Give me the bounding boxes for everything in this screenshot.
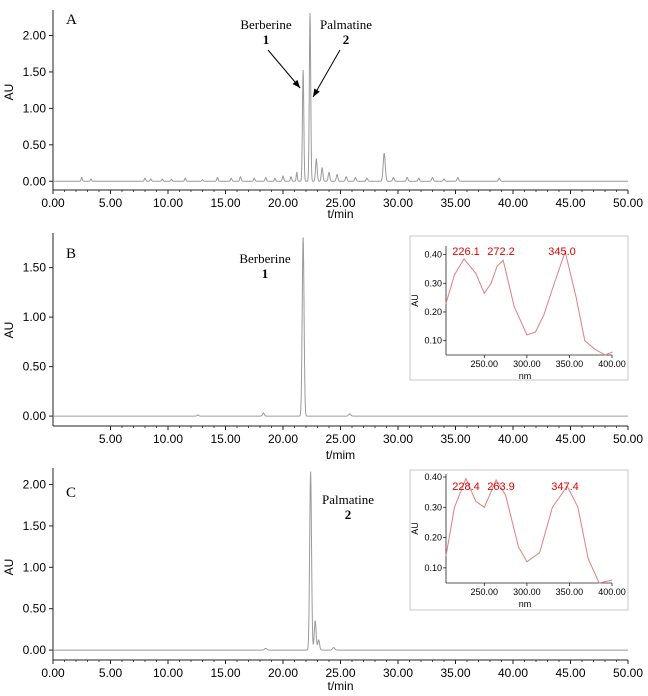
peak-marker: [309, 13, 310, 14]
compound-name-label: Berberine: [239, 251, 291, 266]
y-tick-label: 1.00: [22, 560, 46, 575]
spectrum-point: [475, 501, 476, 502]
y-tick-label: 0.50: [22, 137, 46, 152]
peak-marker: [296, 172, 297, 173]
x-tick-label: 45.00: [555, 196, 586, 210]
x-tick-label: 35.00: [440, 432, 471, 446]
peak-marker: [202, 179, 203, 180]
peak-wavelength-label: 228.4: [452, 481, 480, 493]
inset-x-tick-label: 300.00: [513, 587, 541, 597]
inset-y-tick-label: 0.30: [424, 502, 442, 513]
peak-marker: [303, 237, 304, 238]
spectrum-point: [584, 340, 585, 341]
spectrum-point: [526, 334, 527, 335]
x-tick-label: 25.00: [325, 666, 356, 680]
x-tick-label: 15.00: [210, 432, 241, 446]
x-tick-label: 35.00: [440, 196, 471, 210]
peak-wavelength-label: 272.2: [487, 246, 515, 258]
y-tick-label: 1.50: [22, 260, 46, 275]
peak-marker: [407, 177, 408, 178]
peak-marker: [366, 178, 367, 179]
peak-marker: [265, 177, 266, 178]
chart-panel-a: [2, 10, 643, 221]
peak-marker: [418, 178, 419, 179]
x-tick-label: 5.00: [98, 432, 123, 446]
inset-x-tick-label: 350.00: [555, 587, 584, 597]
inset-y-title: AU: [410, 522, 420, 535]
spectrum-point: [463, 258, 464, 259]
spectrum-point: [454, 507, 455, 508]
x-tick-label: 35.00: [440, 666, 471, 680]
spectrum-point: [484, 293, 485, 294]
compound-number-label: 2: [342, 32, 350, 47]
inset-y-tick-label: 0.10: [424, 335, 442, 346]
x-tick-label: 30.00: [382, 666, 414, 680]
chart-panel-b: [2, 233, 643, 462]
panel-label: A: [66, 12, 77, 28]
inset-x-title: nm: [518, 599, 532, 609]
spectrum-point: [605, 355, 606, 356]
peak-marker: [290, 176, 291, 177]
x-tick-label: 0.00: [41, 196, 65, 210]
spectrum-point: [612, 352, 613, 353]
x-tick-label: 50.00: [612, 666, 644, 680]
peak-marker: [316, 159, 317, 160]
peak-marker: [144, 178, 145, 179]
x-tick-label: 20.00: [267, 432, 299, 446]
spectrum-point: [588, 558, 589, 559]
x-tick-label: 40.00: [497, 666, 529, 680]
peak-marker: [282, 176, 283, 177]
peak-marker: [197, 415, 198, 416]
y-tick-label: 1.50: [22, 518, 46, 533]
y-axis-title: AU: [2, 321, 16, 339]
spectrum-point: [526, 561, 527, 562]
spectrum-point: [577, 507, 578, 508]
peak-marker: [318, 640, 319, 641]
spectrum-point: [505, 495, 506, 496]
peak-wavelength-label: 345.0: [548, 246, 576, 258]
spectrum-point: [446, 555, 447, 556]
y-tick-label: 0.50: [22, 359, 46, 374]
x-tick-label: 25.00: [325, 432, 356, 446]
inset-x-tick-label: 250.00: [470, 359, 499, 369]
inset-x-title: nm: [518, 371, 532, 381]
peak-marker: [310, 472, 311, 473]
inset-y-tick-label: 0.40: [424, 472, 442, 483]
inset-y-tick-label: 0.20: [424, 532, 442, 543]
peak-marker: [274, 178, 275, 179]
peak-marker: [171, 179, 172, 180]
peak-marker: [457, 177, 458, 178]
peak-marker: [265, 648, 266, 649]
peak-marker: [81, 177, 82, 178]
x-tick-label: 10.00: [152, 196, 184, 210]
compound-number-label: 2: [344, 507, 352, 522]
peak-marker: [499, 178, 500, 179]
inset-y-tick-label: 0.20: [424, 306, 442, 317]
x-tick-label: 5.00: [98, 196, 123, 210]
peak-marker: [150, 178, 151, 179]
y-tick-label: 2.00: [22, 28, 46, 43]
spectrum-point: [465, 478, 466, 479]
inset-y-tick-label: 0.30: [424, 278, 442, 289]
y-tick-label: 2.00: [22, 477, 46, 492]
spectrum-point: [497, 266, 498, 267]
compound-number-label: 1: [262, 32, 270, 47]
peak-marker: [336, 174, 337, 175]
inset-x-tick-label: 300.00: [513, 359, 541, 369]
spectrum-point: [514, 306, 515, 307]
x-tick-label: 25.00: [325, 196, 356, 210]
peak-marker: [393, 177, 394, 178]
chart-panel-c: [2, 468, 643, 693]
annotation-arrow: [313, 50, 340, 97]
x-tick-label: 45.00: [555, 666, 586, 680]
peak-wavelength-label: 347.4: [551, 481, 579, 493]
spectrum-point: [552, 507, 553, 508]
peak-marker: [90, 178, 91, 179]
inset-x-tick-label: 400.00: [598, 359, 626, 369]
compound-name-label: Berberine: [240, 17, 292, 32]
x-tick-label: 40.00: [497, 196, 529, 210]
peak-marker: [328, 172, 329, 173]
x-tick-label: 10.00: [152, 666, 184, 680]
y-tick-label: 1.00: [22, 310, 46, 325]
x-tick-label: 30.00: [382, 196, 414, 210]
x-tick-label: 10.00: [152, 432, 184, 446]
spectrum-point: [539, 552, 540, 553]
x-tick-label: 50.00: [612, 196, 644, 210]
spectrum-point: [552, 289, 553, 290]
inset-x-tick-label: 250.00: [470, 587, 499, 597]
peak-marker: [231, 178, 232, 179]
x-axis-title: t/min: [327, 679, 354, 693]
peak-marker: [432, 177, 433, 178]
y-tick-label: 0.00: [22, 643, 46, 658]
inset-y-tick-label: 0.10: [424, 562, 442, 573]
compound-name-label: Palmatine: [320, 17, 372, 32]
uv-spectrum-inset: [410, 236, 628, 381]
peak-marker: [217, 177, 218, 178]
y-tick-label: 1.00: [22, 101, 46, 116]
x-tick-label: 30.00: [382, 432, 414, 446]
panel-label: B: [66, 246, 77, 262]
uv-spectrum-inset: [410, 470, 628, 610]
spectrum-point: [454, 274, 455, 275]
compound-number-label: 1: [261, 266, 269, 281]
inset-y-tick-label: 0.40: [424, 249, 442, 260]
x-tick-label: 40.00: [497, 432, 529, 446]
y-tick-label: 0.50: [22, 601, 46, 616]
x-tick-label: 15.00: [210, 196, 241, 210]
inset-x-tick-label: 400.00: [598, 587, 626, 597]
x-tick-label: 50.00: [612, 432, 644, 446]
x-tick-label: 15.00: [210, 666, 241, 680]
spectrum-point: [491, 283, 492, 284]
peak-marker: [333, 647, 334, 648]
panel-label: C: [66, 485, 77, 501]
x-tick-label: 20.00: [267, 666, 299, 680]
y-axis-title: AU: [2, 558, 16, 576]
peak-marker: [443, 178, 444, 179]
spectrum-point: [503, 260, 504, 261]
spectrum-point: [543, 314, 544, 315]
x-tick-label: 0.00: [41, 666, 65, 680]
peak-marker: [315, 621, 316, 622]
peak-marker: [254, 178, 255, 179]
x-tick-label: 20.00: [267, 196, 299, 210]
inset-x-tick-label: 350.00: [555, 359, 584, 369]
peak-marker: [185, 178, 186, 179]
peak-marker: [303, 70, 304, 71]
spectrum-point: [594, 349, 595, 350]
x-tick-label: 45.00: [555, 432, 586, 446]
peak-marker: [240, 176, 241, 177]
peak-marker: [355, 177, 356, 178]
peak-wavelength-label: 226.1: [452, 246, 480, 258]
peak-marker: [322, 168, 323, 169]
peak-wavelength-label: 263.9: [487, 481, 515, 493]
inset-y-title: AU: [410, 294, 420, 307]
y-tick-label: 0.00: [22, 409, 46, 424]
x-axis-title: t/mim: [325, 448, 356, 462]
spectrum-point: [599, 583, 600, 584]
peak-marker: [384, 153, 385, 154]
y-tick-label: 0.00: [22, 174, 46, 189]
spectrum-point: [518, 546, 519, 547]
spectrum-point: [484, 507, 485, 508]
arrow-head: [313, 88, 320, 97]
spectrum-point: [612, 579, 613, 580]
spectrum-point: [475, 273, 476, 274]
spectrum-point: [576, 297, 577, 298]
spectrum-point: [446, 303, 447, 304]
peak-marker: [349, 414, 350, 415]
x-axis-title: t/min: [327, 207, 354, 221]
chromatogram-trace-line: [53, 14, 628, 181]
peak-marker: [346, 176, 347, 177]
x-tick-label: 5.00: [98, 666, 123, 680]
y-tick-label: 1.50: [22, 64, 46, 79]
peak-marker: [162, 178, 163, 179]
y-axis-title: AU: [2, 83, 16, 101]
spectrum-point: [535, 332, 536, 333]
compound-name-label: Palmatine: [322, 492, 374, 507]
peak-marker: [263, 413, 264, 414]
